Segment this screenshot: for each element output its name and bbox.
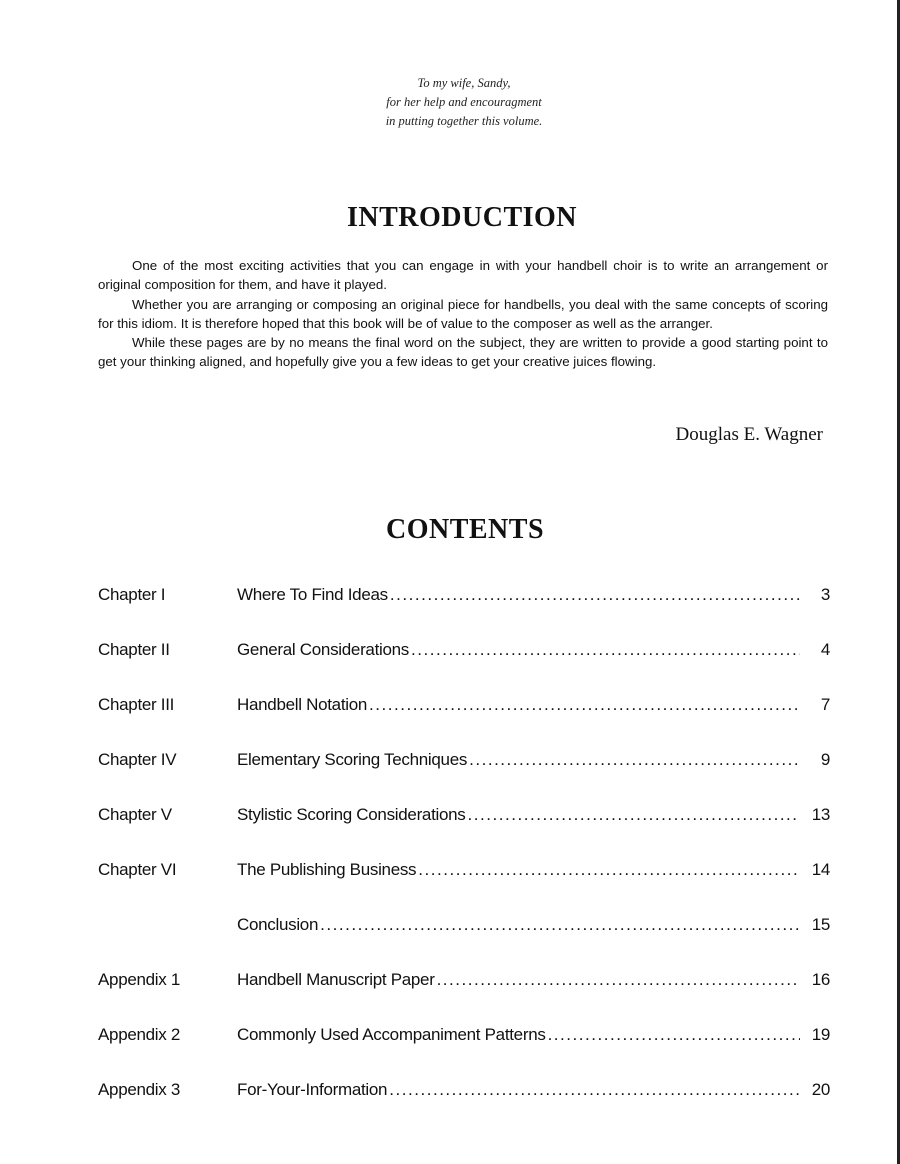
toc-entry: [98, 692, 830, 747]
dot-leader: [390, 582, 800, 608]
toc-entry: [98, 582, 830, 637]
dedication-line: in putting together this volume.: [385, 114, 543, 128]
toc-entry-page: 15: [811, 915, 830, 934]
toc-entry-page: 9: [820, 750, 830, 769]
introduction-paragraph: Whether you are arranging or composing an original piece for handbells, you deal with the same concepts of scoring for this idiom. It is therefore hoped that this book will be of value to the composer as well as the arranger.: [98, 296, 828, 331]
introduction-paragraph: One of the most exciting activities that you can engage in with your handbell choir is to write an arrangement or original composition for them, and have it played.: [98, 258, 828, 293]
toc-entry: [98, 802, 830, 857]
introduction-paragraph: While these pages are by no means the final word on the subject, they are written to provide a good starting point to get your thinking aligned, and hopefully give you a few ideas to get your creative juices flowing.: [98, 335, 828, 370]
toc-entry-page: 7: [820, 695, 830, 714]
toc-entry-page: 19: [811, 1025, 830, 1044]
toc-entry: [98, 747, 830, 802]
toc-entry-label: Appendix 3: [98, 1080, 181, 1099]
dedication: [0, 74, 900, 131]
dot-leader: [418, 857, 800, 883]
dot-leader: [469, 747, 800, 773]
toc-entry-title: Conclusion: [237, 915, 319, 934]
toc-entry-page: 4: [820, 640, 830, 659]
toc-entry-page: 13: [811, 805, 830, 824]
toc-entry-label: Chapter V: [98, 805, 172, 824]
toc-entry-title: Stylistic Scoring Considerations: [237, 805, 466, 824]
toc-entry-title: The Publishing Business: [237, 860, 417, 879]
dot-leader: [389, 1077, 800, 1103]
toc-entry-title: General Considerations: [237, 640, 409, 659]
toc-entry-title: Handbell Notation: [237, 695, 368, 714]
toc-entry-title: Handbell Manuscript Paper: [237, 970, 435, 989]
toc-entry: [98, 967, 830, 1022]
toc-entry: [98, 1077, 830, 1132]
toc-entry-title: Elementary Scoring Techniques: [237, 750, 468, 769]
introduction-heading: INTRODUCTION: [346, 202, 578, 233]
toc-entry-page: 20: [811, 1080, 830, 1099]
author-signature: Douglas E. Wagner: [675, 424, 823, 445]
dot-leader: [411, 637, 800, 663]
dedication-line: for her help and encouragment: [386, 95, 542, 109]
toc-entry-label: Chapter VI: [98, 860, 177, 879]
dot-leader: [468, 802, 801, 828]
toc-entry-label: Chapter III: [98, 695, 175, 714]
toc-entry-label: Appendix 1: [98, 970, 181, 989]
toc-entry-label: Chapter IV: [98, 750, 177, 769]
toc-entry: [98, 857, 830, 912]
dot-leader: [548, 1022, 800, 1048]
toc-entry-title: Commonly Used Accompaniment Patterns: [237, 1025, 546, 1044]
toc-entry-title: For-Your-Information: [237, 1080, 388, 1099]
table-of-contents: [98, 582, 830, 1132]
toc-entry-page: 16: [811, 970, 830, 989]
contents-heading: CONTENTS: [385, 514, 545, 545]
dot-leader: [369, 692, 800, 718]
dot-leader: [437, 967, 800, 993]
dedication-line: To my wife, Sandy,: [417, 76, 511, 90]
toc-entry-page: 3: [820, 585, 830, 604]
introduction-body: [98, 256, 828, 372]
dot-leader: [320, 912, 800, 938]
toc-entry-title: Where To Find Ideas: [237, 585, 388, 604]
toc-entry-label: Chapter II: [98, 640, 170, 659]
toc-entry-label: Appendix 2: [98, 1025, 181, 1044]
toc-entry: [98, 912, 830, 967]
toc-entry: [98, 1022, 830, 1077]
toc-entry: [98, 637, 830, 692]
toc-entry-label: Chapter I: [98, 585, 166, 604]
toc-entry-page: 14: [811, 860, 830, 879]
